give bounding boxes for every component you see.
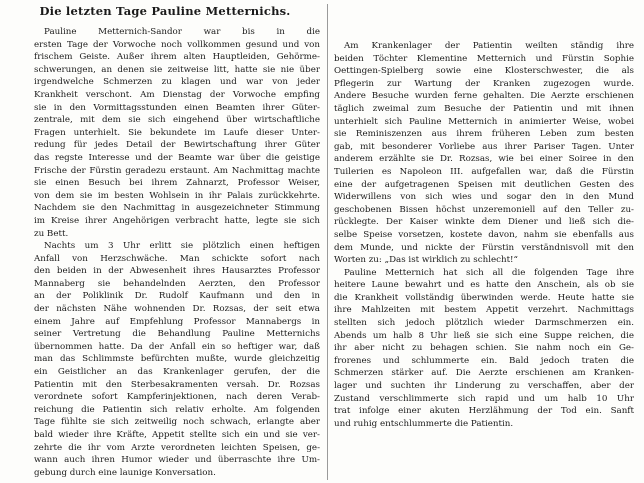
- text-line: zehrte die ihr vom Arzte verordneten leichten Speisen, ge-: [34, 442, 320, 453]
- text-line: gab, mit besonderer Vorliebe aus ihrer Pariser Tagen. Unter: [334, 141, 634, 152]
- text-line: Andere Besuche wurden ferne gehalten. Die Aerzte erschienen: [334, 91, 634, 102]
- text-line: irgendwelche Schmerzen zu klagen und war von jeder: [34, 77, 320, 88]
- text-line: Pflegerin zur Wartung der Kranken zugezogen wurde.: [334, 78, 634, 89]
- text-line: Krankheit verschont. Am Dienstag der Vorwoche empfing: [34, 89, 320, 100]
- text-line: Nachdem sie den Nachmittag in ausgezeichneter Stimmung: [34, 203, 320, 214]
- text-line: sie in den Vormittagsstunden einen Beamten ihrer Güter-: [34, 102, 320, 113]
- text-line: Frische der Fürstin geradezu erstaunt. Am Nachmittag machte: [34, 165, 320, 176]
- text-line: Oettingen-Spielberg sowie eine Klosterschwester, die als: [334, 66, 634, 77]
- text-line: Widerwillens von sich wies und sogar den in den Mund: [334, 192, 634, 203]
- text-line: eine der aufgetragenen Speisen mit deutlichen Gesten des: [334, 179, 634, 190]
- text-line: sie einen Besuch bei ihrem Zahnarzt, Professor Weiser,: [34, 178, 320, 189]
- text-line: übernommen hatte. Da der Anfall ein so heftiger war, daß: [34, 341, 320, 352]
- text-line: Pauline Metternich-Sandor war bis in die: [44, 27, 320, 37]
- text-line: und ruhig entschlummerte die Patientin.: [334, 418, 514, 429]
- text-line: geschobenen Bissen höchst unzeremoniell auf den Teller zu-: [334, 204, 634, 215]
- text-line: bald wieder ihre Kräfte, Appetit stellte sich ein und sie ver-: [34, 430, 320, 440]
- text-line: an der Poliklinik Dr. Rudolf Kaufmann und den in: [34, 291, 320, 302]
- text-line: man das Schlimmste befürchten mußte, wurde gleichzeitig: [34, 354, 320, 365]
- text-line: die Krankheit vollständig überwinden werde. Heute hatte sie: [334, 292, 634, 303]
- text-line: Zustand verschlimmerte sich rapid und um halb 10 Uhr: [334, 393, 634, 404]
- right-column: [334, 40, 634, 430]
- text-line: frischem Geiste. Außer ihrem alten Hauptleiden, Gehörme-: [34, 52, 320, 63]
- text-line: trat infolge einer akuten Herzlähmung der Tod ein. Sanft: [334, 406, 634, 417]
- text-line: gebung durch eine launige Konversation.: [34, 467, 216, 478]
- text-line: wann auch ihren Humor wieder und überraschte ihre Um-: [34, 455, 320, 466]
- text-line: redung für jedes Detail der Bewirtschaftung ihrer Güter: [34, 140, 320, 151]
- article-headline: Die letzten Tage Pauline Metternichs.: [39, 4, 291, 18]
- text-line: täglich zweimal zum Besuche der Patientin und mit ihnen: [334, 103, 634, 114]
- text-line: verordnete sofort Kampferinjektionen, nach deren Verab-: [34, 392, 320, 403]
- text-line: frorenes und schlummerte ein. Bald jedoch traten die: [334, 355, 634, 366]
- text-line: Patientin mit den Sterbesakramenten versah. Dr. Rozsas: [34, 379, 320, 390]
- text-line: einem Jahre auf Empfehlung Professor Mannabergs in: [34, 316, 320, 327]
- text-line: unterhielt sich Pauline Metternich in animierter Weise, wobei: [334, 116, 634, 127]
- text-line: Tuilerien es Napoleon III. aufgefallen war, daß die Fürstin: [334, 166, 634, 177]
- text-line: Schmerzen stärker auf. Die Aerzte erschienen am Kranken-: [334, 368, 634, 379]
- text-line: Tage fühlte sie sich zeitweilig noch schwach, erlangte aber: [34, 417, 320, 428]
- text-line: Am Krankenlager der Patientin weilten ständig ihre: [344, 41, 634, 51]
- text-line: ihre Mahlzeiten mit bestem Appetit verzehrt. Nachmittags: [334, 305, 634, 316]
- text-line: Worten zu: „Das ist wirklich zu schlecht!“: [334, 255, 518, 266]
- text-line: ersten Tage der Vorwoche noch vollkommen gesund und von: [34, 39, 320, 50]
- text-line: beiden Töchter Klementine Metternich und Fürstin Sophie: [334, 53, 634, 64]
- text-line: selbe Speise vorsetzen, kostete davon, nahm sie ebenfalls aus: [334, 229, 634, 240]
- text-line: reichung die Patientin sich relativ erholte. Am folgenden: [34, 404, 320, 415]
- left-column: [34, 26, 320, 479]
- text-line: sie Reminiszenzen aus ihrem früheren Leben zum besten: [334, 129, 634, 140]
- text-line: das regste Interesse und der Beamte war über die geistige: [34, 152, 320, 163]
- text-line: dem Munde, und nickte der Fürstin verständnisvoll mit den: [334, 242, 634, 253]
- text-line: Abends um halb 8 Uhr ließ sie sich eine Suppe reichen, die: [334, 330, 634, 341]
- text-line: Mannaberg sie behandelnden Aerzten, den Professor: [34, 278, 320, 289]
- text-line: stellten sich jedoch plötzlich wieder Darmschmerzen ein.: [334, 318, 634, 329]
- text-line: zu Bett.: [34, 228, 69, 239]
- text-line: rücklegte. Der Kaiser winkte dem Diener und ließ sich die-: [334, 217, 634, 228]
- text-line: ihr aber nicht zu behagen schien. Sie nahm noch ein Ge-: [334, 343, 634, 354]
- text-line: Fragen unterhielt. Sie bekundete im Laufe dieser Unter-: [34, 127, 320, 138]
- text-line: von dem sie im besten Wohlsein in ihr Palais zurückkehrte.: [34, 190, 320, 201]
- text-line: heitere Laune bewahrt und es hatte den Anschein, als ob sie: [334, 280, 634, 291]
- text-line: im Kreise ihrer Angehörigen verbracht hatte, legte sie sich: [34, 215, 320, 226]
- text-line: seiner Vertretung die Behandlung Pauline Metternichs: [34, 329, 320, 340]
- text-line: der nächsten Nähe wohnenden Dr. Rozsas, der seit etwa: [34, 304, 320, 315]
- text-line: Pauline Metternich hat sich all die folgenden Tage ihre: [344, 267, 634, 278]
- text-line: schwerungen, an denen sie zeitweise litt, hatte sie nie über: [34, 64, 320, 75]
- column-divider: [327, 4, 328, 480]
- text-line: anderem erzählte sie Dr. Rozsas, wie bei einer Soiree in den: [334, 154, 634, 165]
- text-line: ein Geistlicher an das Krankenlager gerufen, der die: [34, 367, 320, 378]
- text-line: Anfall von Herzschwäche. Man schickte sofort nach: [34, 253, 320, 264]
- text-line: zentrale, mit dem sie sich eingehend über wirtschaftliche: [34, 115, 320, 126]
- text-line: lager und suchten ihr Linderung zu verschaffen, aber der: [334, 381, 634, 392]
- text-line: den beiden in der Abwesenheit ihres Hausarztes Professor: [34, 266, 320, 277]
- text-line: Nachts um 3 Uhr erlitt sie plötzlich einen heftigen: [44, 241, 320, 252]
